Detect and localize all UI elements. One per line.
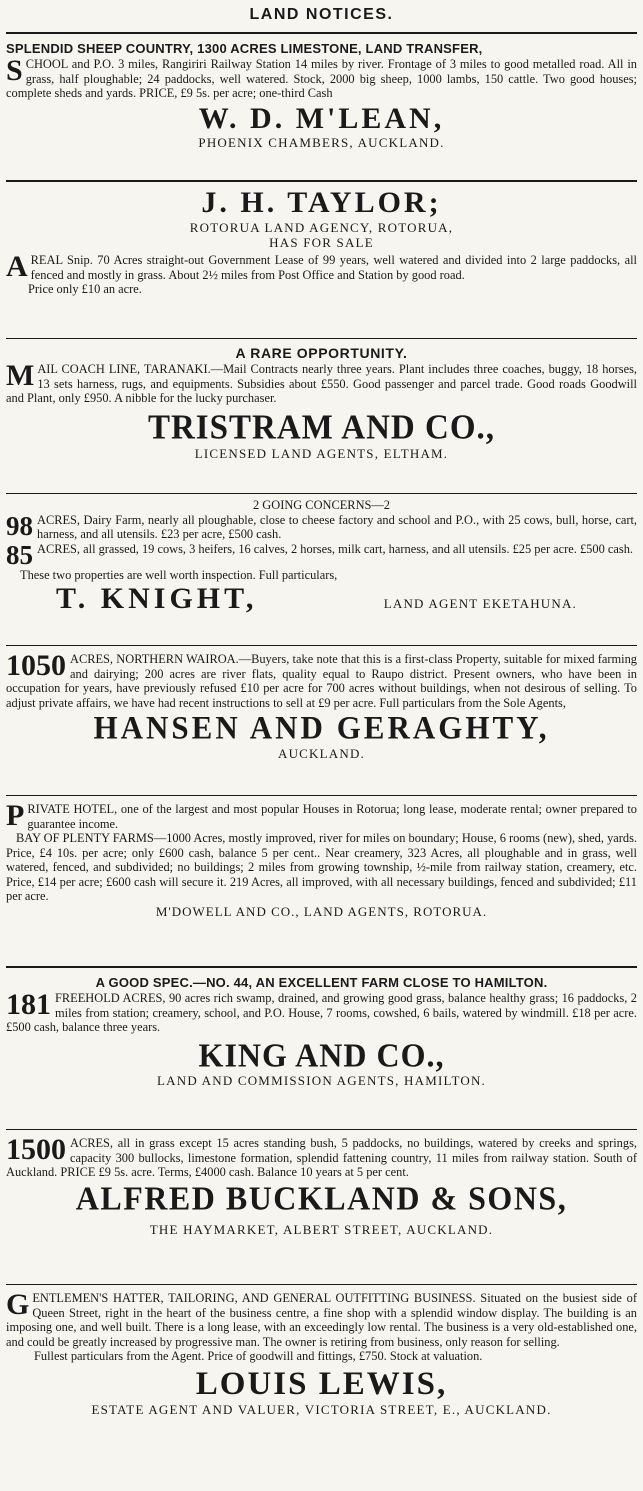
agent-address: LAND AND COMMISSION AGENTS, HAMILTON. <box>157 1072 486 1088</box>
notice-body: MAIL COACH LINE, TARANAKI.—Mail Contracts nearly three years. Plant includes three coaches, buggy, 18 horses, 13 sets harness, rugs, and equipments. Subsidies about £550. Good passenger and parcel trade. Good roads Goodwill and Plant, only £950. A nibble for the lucky purchaser. <box>6 359 637 405</box>
notice-note: These two properties are well worth inspection. Full particulars, <box>20 567 338 582</box>
notice-mdowell <box>6 796 637 966</box>
agent-address: ROTORUA LAND AGENCY, ROTORUA, <box>189 220 454 235</box>
notice-body-2: 85 ACRES, all grassed, 19 cows, 3 heifers, 16 calves, 2 horses, milk cart, harness, and all utensils. £25 per acre. £500 cash. <box>6 539 633 570</box>
notice-body-2: BAY OF PLENTY FARMS—1000 Acres, mostly improved, river for miles on boundary; House, 6 rooms (new), shed, yards. Price, £4 10s. per acre; only £600 cash, balance 5 per cent.. Near creamery, 323 Acres, all ploughable and in grass, well watered, fenced, and subdivided; no buildings; 2 miles from growing township, ½-mile from railway station, creamery, etc. Price, £14 per acre; £600 cash will secure it. 219 Acres, all improved, with all necessary buildings, fenced and subdivided; £11 per acre. <box>6 831 637 903</box>
page-title: LAND NOTICES. <box>249 6 394 23</box>
agent-address: LICENSED LAND AGENTS, ELTHAM. <box>194 445 449 461</box>
notice-body: 1500 ACRES, all in grass except 15 acres standing bush, 5 paddocks, no buildings, watered by creeks and springs, capacity 300 bullocks, limestone formation, splendid fattening country, 11 miles from railway station. South of Auckland. PRICE £9 5s. acre. Terms, £4000 cash. Balance 10 years at 5 per cent. <box>6 1133 637 1179</box>
notice-tristram <box>6 339 637 493</box>
agent-address: LAND AGENT EKETAHUNA. <box>383 596 577 611</box>
notice-hansen <box>6 646 637 795</box>
drop-cap: G <box>6 1288 30 1321</box>
acre-number: 1050 <box>6 649 66 682</box>
notice-heading: 2 GOING CONCERNS—2 <box>253 498 390 512</box>
notice-taylor <box>6 182 637 338</box>
agent-name: M'DOWELL AND CO., LAND AGENTS, ROTORUA. <box>155 903 488 919</box>
acre-number: 1500 <box>6 1133 66 1166</box>
notice-heading: A RARE OPPORTUNITY. <box>235 345 408 361</box>
land-notices-page <box>6 0 637 1491</box>
agent-name: ALFRED BUCKLAND & SONS, <box>75 1178 568 1217</box>
notice-body: PRIVATE HOTEL, one of the largest and most popular Houses in Rotorua; long lease, moderate rental; owner prepared to guarantee income. <box>6 799 637 832</box>
agent-row <box>6 582 637 616</box>
agent-address: AUCKLAND. <box>278 746 365 761</box>
agent-address: THE HAYMARKET, ALBERT STREET, AUCKLAND. <box>149 1221 494 1237</box>
agent-name: TRISTRAM AND CO., <box>147 408 496 447</box>
acre-number: 181 <box>6 988 51 1021</box>
drop-cap: M <box>6 359 35 392</box>
agent-name: W. D. M'LEAN, <box>198 101 445 135</box>
for-sale-label: HAS FOR SALE <box>269 235 374 250</box>
agent-name: J. H. TAYLOR; <box>201 186 442 219</box>
agent-address: PHOENIX CHAMBERS, AUCKLAND. <box>198 134 445 150</box>
notice-buckland <box>6 1130 637 1284</box>
notice-body: 1050 ACRES, NORTHERN WAIROA.—Buyers, take note that this is a first-class Property, suitable for mixed farming and dairying; 200 acres are river flats, quality equal to Raupo district. Present owners, who have been in occupation for years, have previously refused £10 per acre for 700 acres without buildings, when not desirous of selling. To adjust private affairs, we have had recent instructions to sell at £9 per acre. Full particulars from the Sole Agents, <box>6 649 637 710</box>
agent-name: HANSEN AND GERAGHTY, <box>93 709 550 746</box>
agent-name: LOUIS LEWIS, <box>195 1365 448 1402</box>
notice-body-2: Fullest particulars from the Agent. Price of goodwill and fittings, £750. Stock at valuation. <box>34 1349 483 1363</box>
notice-knight <box>6 494 637 645</box>
notice-body: 181 FREEHOLD ACRES, 90 acres rich swamp, drained, and growing good grass, balance healthy grass; 16 paddocks, 2 miles from station; creamery, school, and P.O. House, 7 rooms, cowshed, 6 bails, watered by windmill. £18 per acre. £500 cash, balance three years. <box>6 988 637 1034</box>
drop-cap: P <box>6 799 25 832</box>
agent-address: ESTATE AGENT AND VALUER, VICTORIA STREET, E., AUCKLAND. <box>91 1401 552 1417</box>
acre-number: 85 <box>6 539 33 570</box>
notice-body: GENTLEMEN'S HATTER, TAILORING, AND GENERAL OUTFITTING BUSINESS. Situated on the busiest side of Queen Street, right in the heart of the business centre, a fine shop with a splendid window display. The building is an imposing one, and well built. There is a long lease, with an exceedingly low rental. The business is a very old-established one, and could be greatly increased by progressive man. The owner is retiring from business, only reason for selling. <box>6 1288 637 1349</box>
agent-name: KING AND CO., <box>198 1035 445 1074</box>
notice-lewis <box>6 1285 637 1491</box>
notice-sheep-country <box>6 34 637 180</box>
notice-king <box>6 968 637 1129</box>
notice-body: SCHOOL and P.O. 3 miles, Rangiriri Railway Station 14 miles by river. Frontage of 3 miles to good metalled road. All in grass, half ploughable; 24 paddocks, well watered. Stock, 2000 big sheep, 1000 lambs, 150 cattle. Two good houses; complete sheds and yards. PRICE, £9 5s. per acre; one-third Cash <box>6 54 637 100</box>
acre-number: 98 <box>6 510 33 541</box>
agent-name: T. KNIGHT, <box>56 582 258 615</box>
price-line: Price only £10 an acre. <box>28 282 142 296</box>
notice-heading: SPLENDID SHEEP COUNTRY, 1300 ACRES LIMESTONE, LAND TRANSFER, <box>6 41 483 56</box>
drop-cap: S <box>6 54 23 87</box>
notice-body: AREAL Snip. 70 Acres straight-out Government Lease of 99 years, well watered and divided into 2 large paddocks, all fenced and mostly in grass. About 2½ miles from Post Office and Station by good road. <box>6 250 637 283</box>
notice-heading: A GOOD SPEC.—NO. 44, AN EXCELLENT FARM CLOSE TO HAMILTON. <box>95 975 548 990</box>
drop-cap: A <box>6 250 28 283</box>
notice-body-1: 98 ACRES, Dairy Farm, nearly all ploughable, close to cheese factory and school and P.O., with 25 cows, bull, horse, cart, harness, and all utensils. £23 per acre, £500 cash. <box>6 510 637 541</box>
